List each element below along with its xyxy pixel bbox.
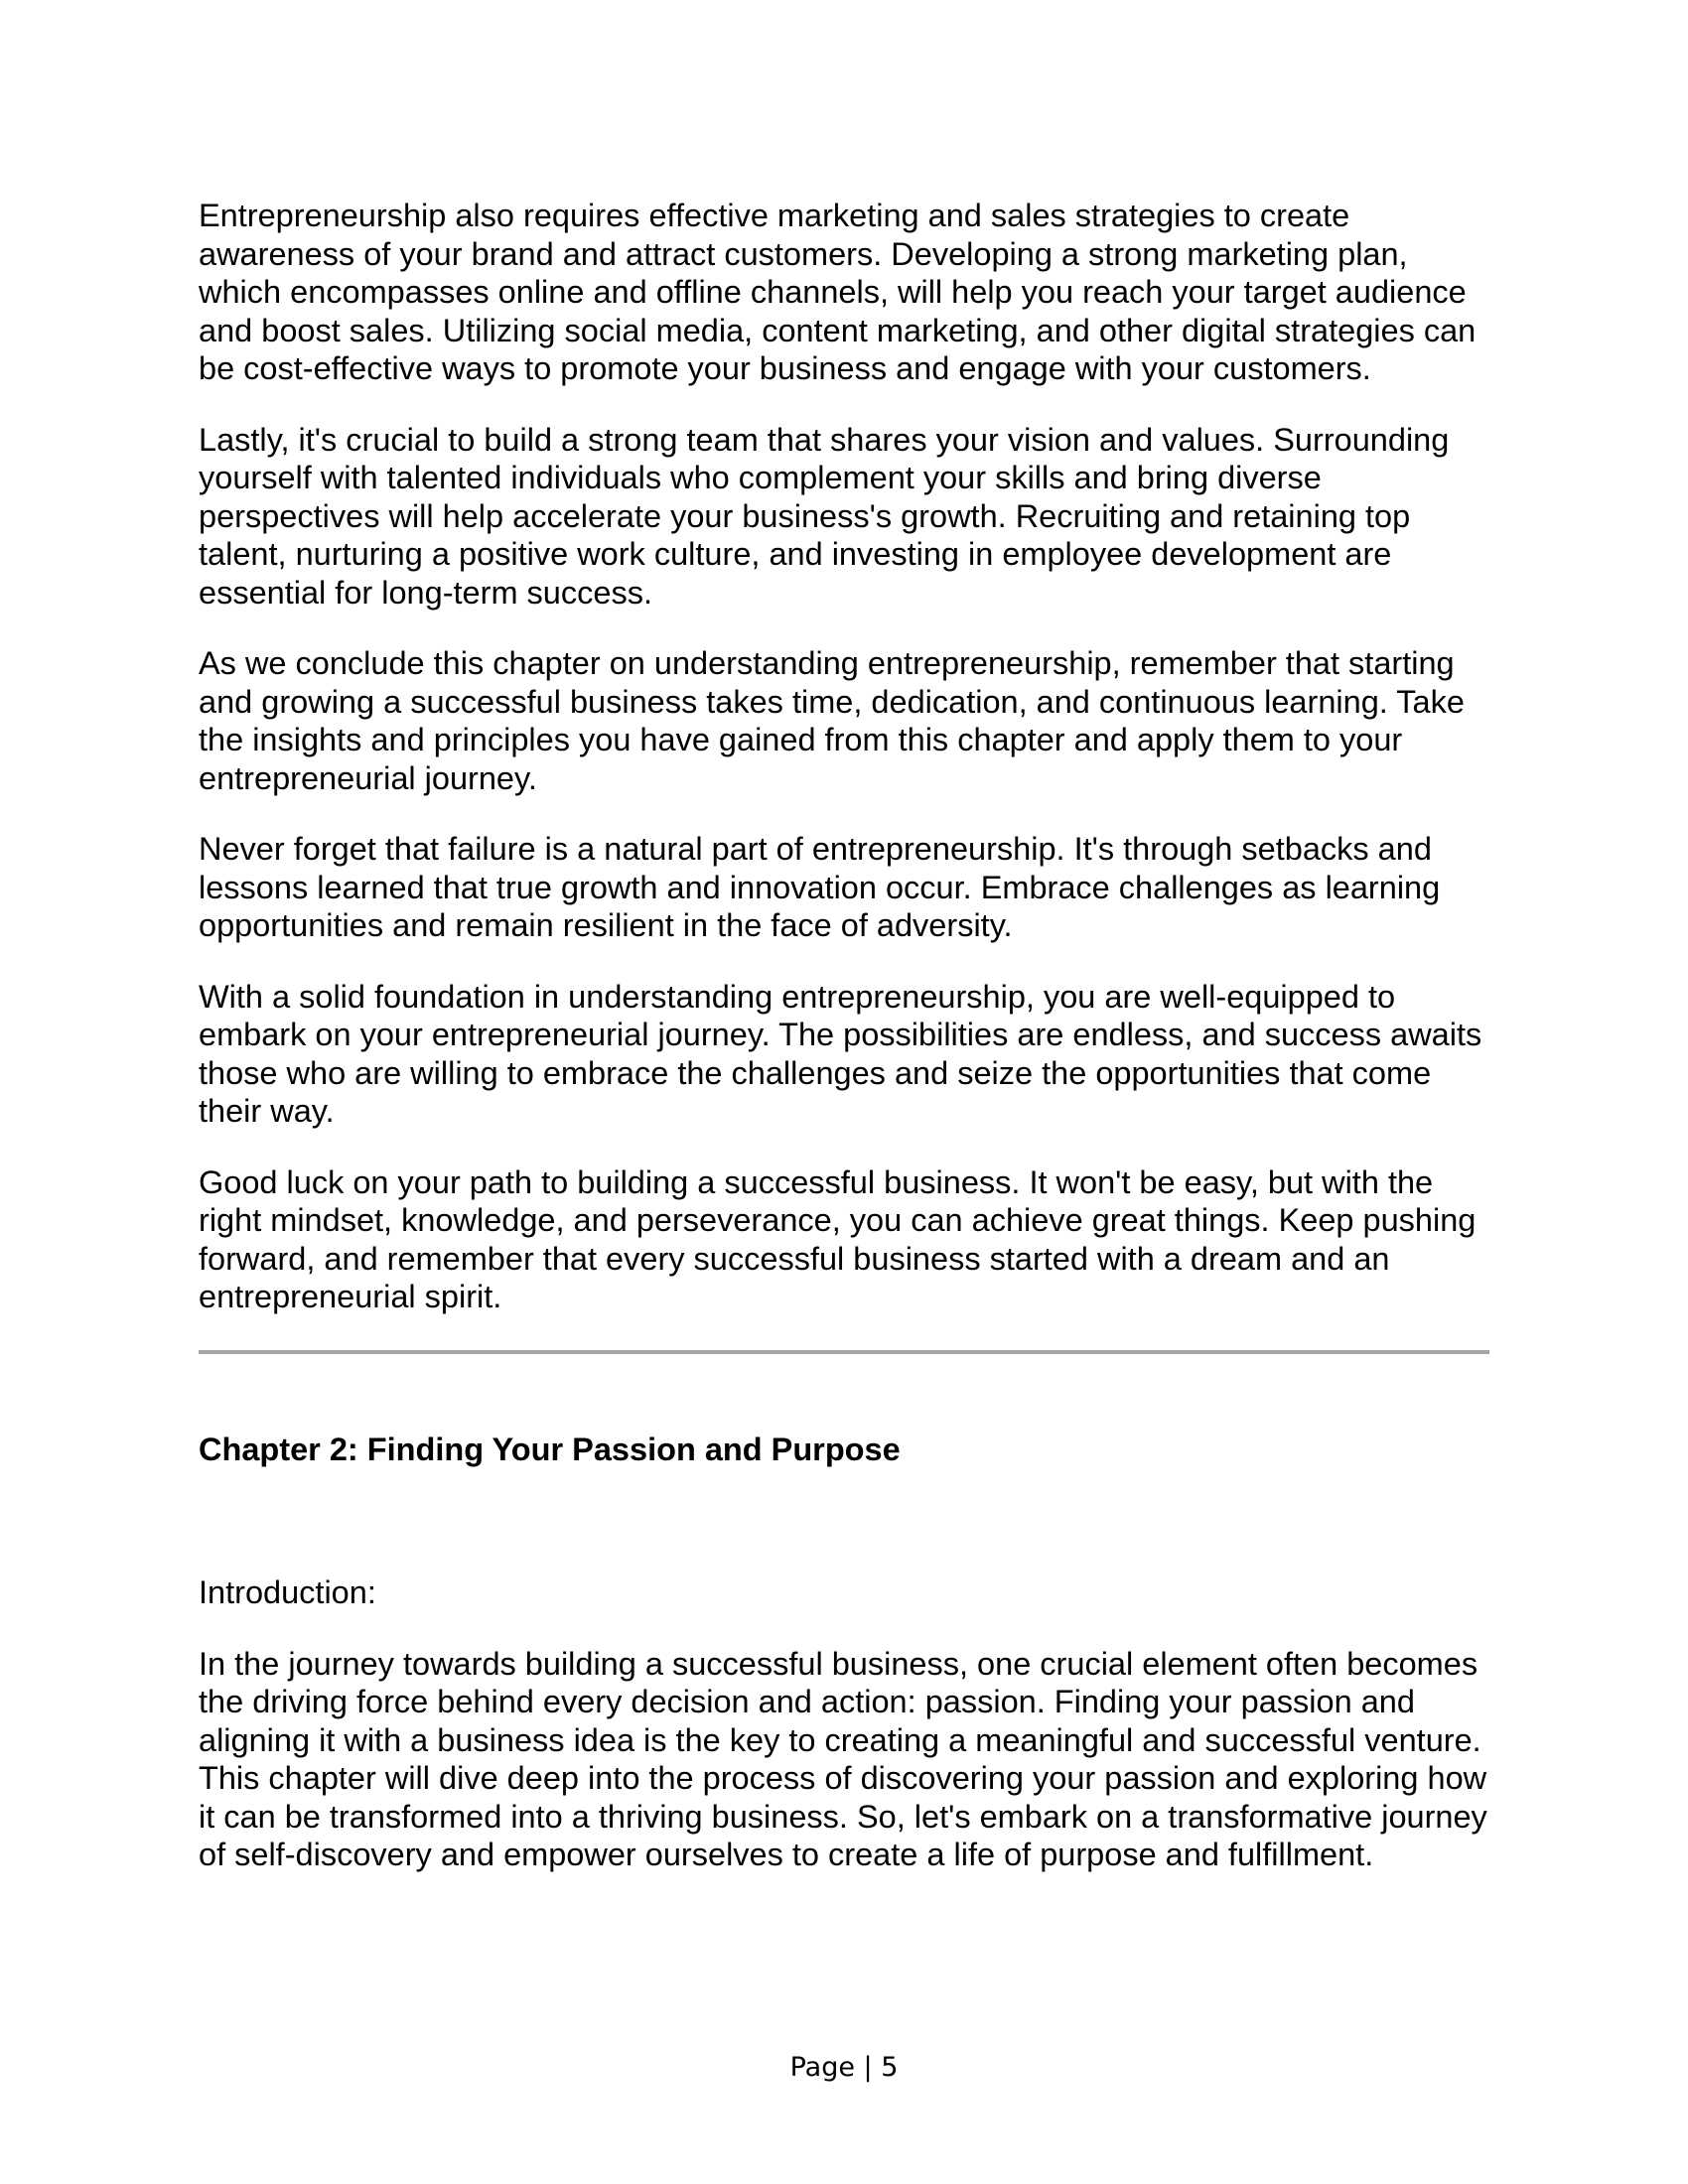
paragraph-marketing: Entrepreneurship also requires effective marketing and sales strategies to create awareness of your brand and attract customers. Developing a strong marketing plan, which encompasses online and offline channels, will help you reach your target audience and boost sales. Utilizing social media, content marketing, and other digital strategies can be cost-effective ways to promote your business and engage with your customers. [199, 198, 1477, 386]
paragraph-team: Lastly, it's crucial to build a strong team that shares your vision and values. Surrounding yourself with talented individuals who complement your skills and bring diverse perspectives will help accelerate your business's growth. Recruiting and retaining top talent, nurturing a positive work culture, and investing in employee development are essential for long-term success. [199, 421, 1450, 611]
section-divider [199, 1350, 1489, 1354]
chapter-title: Chapter 2: Finding Your Passion and Purpose [199, 1431, 901, 1467]
paragraph-good-luck: Good luck on your path to building a successful business. It won't be easy, but with the right mindset, knowledge, and perseverance, you can achieve great things. Keep pushing forward, and remember that every successful business started with a dream and an entrepreneurial spirit. [199, 1163, 1477, 1314]
page-content [199, 197, 1489, 1907]
paragraph-failure: Never forget that failure is a natural part of entrepreneurship. It's through setbacks and lessons learned that true growth and innovation occur. Embrace challenges as learning opportunities and remain resilient in the face of adversity. [199, 831, 1441, 943]
page-number-footer: Page | 5 [789, 2052, 899, 2083]
paragraph-conclusion: As we conclude this chapter on understanding entrepreneurship, remember that starting and growing a successful business takes time, dedication, and continuous learning. Take the insights and principles you have gained from this chapter and apply them to your entrepreneurial journey. [199, 645, 1465, 796]
paragraph-foundation: With a solid foundation in understanding entrepreneurship, you are well-equipped to embark on your entrepreneurial journey. The possibilities are endless, and success awaits those who are willing to embrace the challenges and seize the opportunities that come their way. [199, 978, 1482, 1129]
paragraph-introduction: In the journey towards building a successful business, one crucial element often becomes the driving force behind every decision and action: passion. Finding your passion and aligning it with a business idea is the key to creating a meaningful and successful venture. This chapter will dive deep into the process of discovering your passion and exploring how it can be transformed into a thriving business. So, let's embark on a transformative journey of self-discovery and empower ourselves to create a life of purpose and fulfillment. [199, 1645, 1487, 1872]
introduction-label: Introduction: [199, 1574, 376, 1610]
